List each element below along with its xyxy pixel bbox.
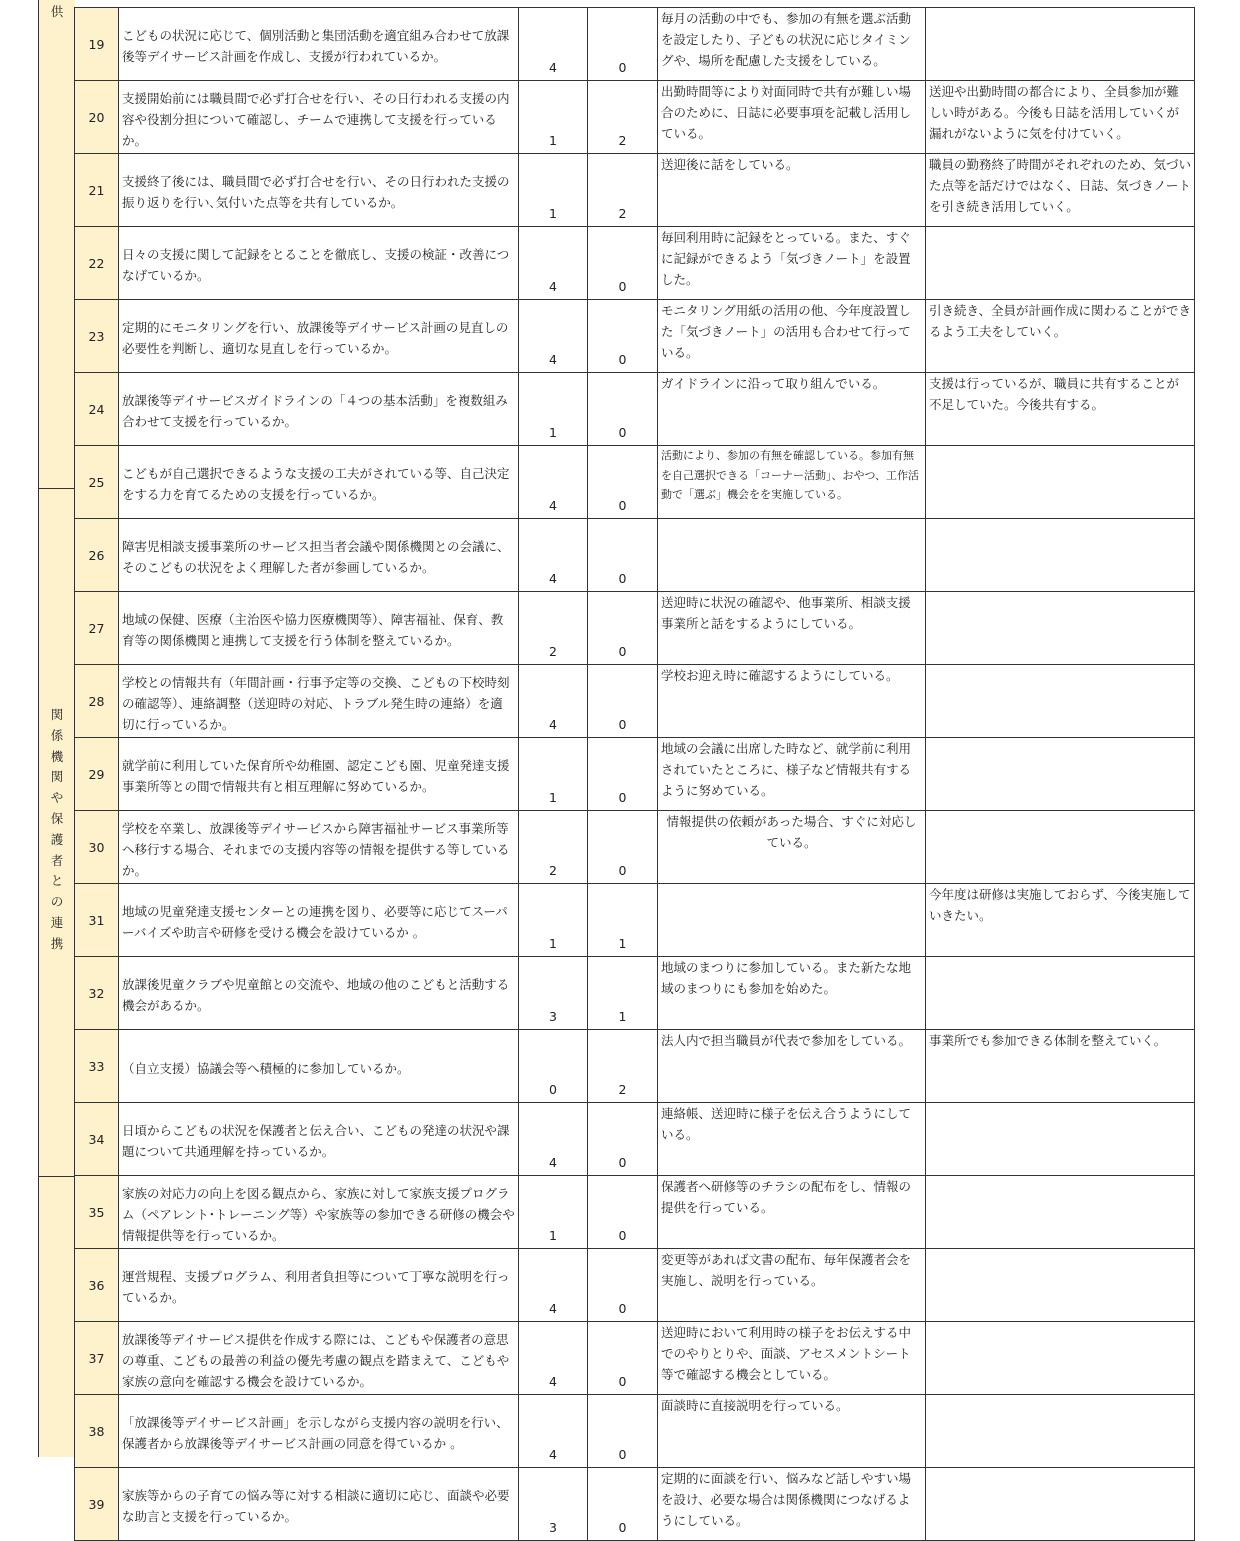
- item-question: 家族等からの子育ての悩み等に対する相談に適切に応じ、面談や必要な助言と支援を行っているか。: [122, 1488, 510, 1524]
- improvement-note-cell: [926, 8, 1195, 81]
- yes-count: 3: [519, 957, 588, 1030]
- action-note-cell: [658, 154, 926, 227]
- table-row: [75, 446, 1195, 519]
- yes-count: 1: [519, 738, 588, 811]
- evaluation-table-body: [75, 8, 1195, 1541]
- improvement-note-cell: [926, 592, 1195, 665]
- yes-count: 2: [519, 811, 588, 884]
- item-question: 放課後等デイサービス提供を作成する際には、こどもや保護者の意思の尊重、こどもの最善の利益の優先考慮の観点を踏まえて、こどもや家族の意向を確認する機会を設けているか。: [122, 1331, 510, 1389]
- no-count: 2: [588, 81, 658, 154]
- action-note: 地域の会議に出席した時など、就学前に利用されていたところに、様子など情報共有するように努めている。: [661, 741, 912, 798]
- action-note-cell: [658, 884, 926, 957]
- item-question: 地域の保健、医療（主治医や協力医療機関等）、障害福祉、保育、教育等の関係機関と連携して支援を行う体制を整えているか。: [122, 612, 504, 648]
- item-number: 30: [75, 811, 119, 884]
- table-row: [75, 81, 1195, 154]
- table-row: [75, 592, 1195, 665]
- improvement-note-cell: [926, 884, 1195, 957]
- table-row: [75, 1249, 1195, 1322]
- item-number: 31: [75, 884, 119, 957]
- improvement-note: 引き続き、全員が計画作成に関わることができるよう工夫をしていく。: [929, 303, 1192, 339]
- section-column-top: [38, 0, 75, 488]
- item-number: 19: [75, 8, 119, 81]
- section-column-relations: [38, 488, 75, 1177]
- action-note: 出勤時間等により対面同時で共有が難しい場合のために、日誌に必要事項を記載し活用している。: [661, 84, 912, 141]
- item-number: 37: [75, 1322, 119, 1395]
- table-row: [75, 154, 1195, 227]
- item-question: 運営規程、支援プログラム、利用者負担等について丁寧な説明を行っているか。: [122, 1269, 510, 1305]
- item-question-cell: [119, 1249, 519, 1322]
- action-note-cell: [658, 665, 926, 738]
- action-note: 保護者へ研修等のチラシの配布をし、情報の提供を行っている。: [661, 1179, 912, 1215]
- item-question-cell: [119, 1176, 519, 1249]
- yes-count: 4: [519, 665, 588, 738]
- improvement-note: 支援は行っているが、職員に共有することが不足していた。今後共有する。: [929, 376, 1180, 412]
- item-number: 34: [75, 1103, 119, 1176]
- item-number: 35: [75, 1176, 119, 1249]
- improvement-note-cell: [926, 1395, 1195, 1468]
- item-question: 家族の対応力の向上を図る観点から、家族に対して家族支援プログラム（ペアレント･トレーニング等）や家族等の参加できる研修の機会や情報提供等を行っているか。: [122, 1185, 515, 1243]
- table-row: [75, 1468, 1195, 1541]
- table-row: [75, 1030, 1195, 1103]
- section-label-relations: [39, 705, 75, 955]
- item-question: 「放課後等デイサービス計画」を示しながら支援内容の説明を行い、保護者から放課後等デイサービス計画の同意を得ているか 。: [122, 1415, 509, 1451]
- table-row: [75, 227, 1195, 300]
- improvement-note-cell: [926, 665, 1195, 738]
- action-note-cell: [658, 1249, 926, 1322]
- item-number: 29: [75, 738, 119, 811]
- action-note: 毎月の活動の中でも、参加の有無を選ぶ活動を設定したり、子どもの状況に応じタイミングや、場所を配慮した支援をしている。: [661, 11, 912, 68]
- item-number: 20: [75, 81, 119, 154]
- section-column-explanation: [38, 1176, 75, 1457]
- no-count: 2: [588, 154, 658, 227]
- table-row: [75, 957, 1195, 1030]
- item-question-cell: [119, 8, 519, 81]
- action-note-cell: [658, 1030, 926, 1103]
- improvement-note-cell: [926, 300, 1195, 373]
- action-note: 送迎時において利用時の様子をお伝えする中でのやりとりや、面談、アセスメントシート等で確認する機会としている。: [661, 1325, 912, 1382]
- item-question: 日々の支援に関して記録をとることを徹底し、支援の検証・改善につなげているか。: [122, 247, 510, 283]
- item-question-cell: [119, 519, 519, 592]
- improvement-note-cell: [926, 811, 1195, 884]
- table-row: [75, 1322, 1195, 1395]
- item-question: こどもの状況に応じて、個別活動と集団活動を適宜組み合わせて放課後等デイサービス計画を作成し、支援が行われているか。: [122, 28, 510, 64]
- action-note: 変更等があれば文書の配布、毎年保護者会を実施し、説明を行っている。: [661, 1252, 912, 1288]
- yes-count: 4: [519, 519, 588, 592]
- item-number: 22: [75, 227, 119, 300]
- item-number: 33: [75, 1030, 119, 1103]
- item-question: （自立支援）協議会等へ積極的に参加しているか。: [122, 1060, 410, 1076]
- no-count: 0: [588, 811, 658, 884]
- no-count: 0: [588, 446, 658, 519]
- item-question-cell: [119, 1395, 519, 1468]
- improvement-note-cell: [926, 1030, 1195, 1103]
- action-note: 送迎後に話をしている。: [661, 157, 799, 172]
- improvement-note: 送迎や出勤時間の都合により、全員参加が難しい時がある。今後も日誌を活用していくが漏れがないように気を付けていく。: [929, 84, 1180, 141]
- item-number: 32: [75, 957, 119, 1030]
- no-count: 0: [588, 1395, 658, 1468]
- yes-count: 1: [519, 373, 588, 446]
- yes-count: 4: [519, 227, 588, 300]
- yes-count: 4: [519, 1103, 588, 1176]
- item-number: 36: [75, 1249, 119, 1322]
- improvement-note: 事業所でも参加できる体制を整えていく。: [929, 1033, 1167, 1048]
- item-number: 21: [75, 154, 119, 227]
- item-question-cell: [119, 227, 519, 300]
- improvement-note: 職員の勤務終了時間がそれぞれのため、気づいた点等を話だけではなく、日誌、気づきノートを引き続き活用していく。: [929, 157, 1192, 214]
- improvement-note-cell: [926, 446, 1195, 519]
- table-row: [75, 1395, 1195, 1468]
- item-question: 支援終了後には、職員間で必ず打合せを行い、その日行われた支援の振り返りを行い､気付いた点等を共有しているか。: [122, 174, 510, 210]
- item-question-cell: [119, 1468, 519, 1541]
- yes-count: 4: [519, 1322, 588, 1395]
- improvement-note-cell: [926, 154, 1195, 227]
- item-number: 38: [75, 1395, 119, 1468]
- item-number: 28: [75, 665, 119, 738]
- improvement-note: 今年度は研修は実施しておらず、今後実施していきたい。: [929, 887, 1191, 923]
- no-count: 0: [588, 300, 658, 373]
- item-question: 障害児相談支援事業所のサービス担当者会議や関係機関との会議に、そのこどもの状況をよく理解した者が参画しているか。: [122, 539, 510, 575]
- improvement-note-cell: [926, 1249, 1195, 1322]
- action-note: 地域のまつりに参加している。また新たな地域のまつりにも参加を始めた。: [661, 960, 912, 996]
- item-question-cell: [119, 1322, 519, 1395]
- item-number: 27: [75, 592, 119, 665]
- table-row: [75, 884, 1195, 957]
- improvement-note-cell: [926, 81, 1195, 154]
- yes-count: 4: [519, 446, 588, 519]
- action-note: 法人内で担当職員が代表で参加をしている。: [661, 1033, 912, 1048]
- action-note-cell: [658, 811, 926, 884]
- item-question: 支援開始前には職員間で必ず打合せを行い、その日行われる支援の内容や役割分担について確認し、チームで連携して支援を行っているか。: [122, 90, 510, 148]
- item-question-cell: [119, 592, 519, 665]
- yes-count: 1: [519, 1176, 588, 1249]
- no-count: 1: [588, 884, 658, 957]
- table-row: [75, 811, 1195, 884]
- action-note-cell: [658, 446, 926, 519]
- item-question-cell: [119, 1030, 519, 1103]
- item-number: 26: [75, 519, 119, 592]
- yes-count: 1: [519, 81, 588, 154]
- yes-count: 3: [519, 1468, 588, 1541]
- item-question-cell: [119, 81, 519, 154]
- item-question: 放課後児童クラブや児童館との交流や、地域の他のこどもと活動する機会があるか。: [122, 977, 510, 1013]
- no-count: 0: [588, 738, 658, 811]
- yes-count: 4: [519, 1395, 588, 1468]
- no-count: 0: [588, 1249, 658, 1322]
- improvement-note-cell: [926, 1468, 1195, 1541]
- section-label-top: 供: [50, 4, 64, 19]
- item-question: こどもが自己選択できるような支援の工夫がされている等、自己決定をする力を育てるための支援を行っているか。: [122, 466, 510, 502]
- yes-count: 4: [519, 300, 588, 373]
- no-count: 0: [588, 373, 658, 446]
- table-row: [75, 1103, 1195, 1176]
- item-question-cell: [119, 373, 519, 446]
- item-question-cell: [119, 957, 519, 1030]
- no-count: 0: [588, 592, 658, 665]
- action-note: 学校お迎え時に確認するようにしている。: [661, 668, 899, 683]
- table-row: [75, 738, 1195, 811]
- item-question: 学校を卒業し、放課後等デイサービスから障害福祉サービス事業所等へ移行する場合、それまでの支援内容等の情報を提供する等しているか。: [122, 820, 510, 878]
- action-note: モニタリング用紙の活用の他、今年度設置した「気づきノート」の活用も合わせて行っている。: [661, 303, 911, 360]
- improvement-note-cell: [926, 227, 1195, 300]
- item-number: 25: [75, 446, 119, 519]
- yes-count: 1: [519, 884, 588, 957]
- item-question: 就学前に利用していた保育所や幼稚園、認定こども園、児童発達支援事業所等との間で情報共有と相互理解に努めているか。: [122, 758, 510, 794]
- improvement-note-cell: [926, 1103, 1195, 1176]
- item-number: 39: [75, 1468, 119, 1541]
- improvement-note-cell: [926, 1322, 1195, 1395]
- action-note-cell: [658, 1176, 926, 1249]
- action-note: 情報提供の依頼があった場合、すぐに対応している。: [666, 814, 917, 850]
- action-note-cell: [658, 373, 926, 446]
- yes-count: 4: [519, 1249, 588, 1322]
- no-count: 0: [588, 227, 658, 300]
- action-note-cell: [658, 1322, 926, 1395]
- improvement-note-cell: [926, 1176, 1195, 1249]
- action-note-cell: [658, 1395, 926, 1468]
- item-question-cell: [119, 738, 519, 811]
- item-question-cell: [119, 884, 519, 957]
- table-row: [75, 1176, 1195, 1249]
- action-note-cell: [658, 1468, 926, 1541]
- item-question-cell: [119, 154, 519, 227]
- item-number: 24: [75, 373, 119, 446]
- no-count: 0: [588, 8, 658, 81]
- item-question-cell: [119, 811, 519, 884]
- action-note-cell: [658, 957, 926, 1030]
- item-number: 23: [75, 300, 119, 373]
- action-note-cell: [658, 227, 926, 300]
- section-label-relations-text: 関係機関や保護者との連携: [50, 707, 64, 951]
- yes-count: 2: [519, 592, 588, 665]
- item-question: 放課後等デイサービスガイドラインの「４つの基本活動」を複数組み合わせて支援を行っているか。: [122, 393, 508, 429]
- yes-count: 0: [519, 1030, 588, 1103]
- no-count: 0: [588, 1468, 658, 1541]
- no-count: 0: [588, 1322, 658, 1395]
- table-row: [75, 519, 1195, 592]
- action-note: 活動により、参加の有無を確認している。参加有無を自己選択できる「コーナー活動」、おやつ、工作活動で「選ぶ」機会をを実施している。: [661, 449, 920, 501]
- action-note-cell: [658, 1103, 926, 1176]
- no-count: 2: [588, 1030, 658, 1103]
- action-note: 連絡帳、送迎時に様子を伝え合うようにしている。: [661, 1106, 912, 1142]
- yes-count: 1: [519, 154, 588, 227]
- table-row: [75, 8, 1195, 81]
- action-note-cell: [658, 300, 926, 373]
- table-row: [75, 300, 1195, 373]
- item-question: 学校との情報共有（年間計画・行事予定等の交換、こどもの下校時刻の確認等）、連絡調整（送迎時の対応、トラブル発生時の連絡）を適切に行っているか。: [122, 674, 510, 732]
- no-count: 0: [588, 1103, 658, 1176]
- item-question: 日頃からこどもの状況を保護者と伝え合い、こどもの発達の状況や課題について共通理解を持っているか。: [122, 1123, 510, 1159]
- improvement-note-cell: [926, 373, 1195, 446]
- action-note-cell: [658, 738, 926, 811]
- item-question-cell: [119, 665, 519, 738]
- table-row: [75, 665, 1195, 738]
- item-question-cell: [119, 300, 519, 373]
- item-question: 地域の児童発達支援センターとの連携を図り、必要等に応じてスーパーバイズや助言や研修を受ける機会を設けているか 。: [122, 904, 508, 940]
- action-note-cell: [658, 519, 926, 592]
- action-note-cell: [658, 592, 926, 665]
- item-question-cell: [119, 446, 519, 519]
- action-note-cell: [658, 81, 926, 154]
- action-note: 送迎時に状況の確認や、他事業所、相談支援事業所と話をするようにしている。: [661, 595, 911, 631]
- action-note: 定期的に面談を行い、悩みなど話しやすい場を設け、必要な場合は関係機関につなげるようにしている。: [661, 1471, 912, 1528]
- action-note: ガイドラインに沿って取り組んでいる。: [661, 376, 886, 391]
- no-count: 0: [588, 665, 658, 738]
- table-row: [75, 373, 1195, 446]
- action-note: 毎回利用時に記録をとっている。また、すぐに記録ができるよう「気づきノート」を設置した。: [661, 230, 911, 287]
- action-note: 面談時に直接説明を行っている。: [661, 1398, 849, 1413]
- improvement-note-cell: [926, 738, 1195, 811]
- no-count: 0: [588, 519, 658, 592]
- item-question: 定期的にモニタリングを行い、放課後等デイサービス計画の見直しの必要性を判断し、適切な見直しを行っているか。: [122, 320, 509, 356]
- no-count: 0: [588, 1176, 658, 1249]
- improvement-note-cell: [926, 957, 1195, 1030]
- no-count: 1: [588, 957, 658, 1030]
- action-note-cell: [658, 8, 926, 81]
- yes-count: 4: [519, 8, 588, 81]
- evaluation-table: [74, 7, 1195, 1541]
- item-question-cell: [119, 1103, 519, 1176]
- improvement-note-cell: [926, 519, 1195, 592]
